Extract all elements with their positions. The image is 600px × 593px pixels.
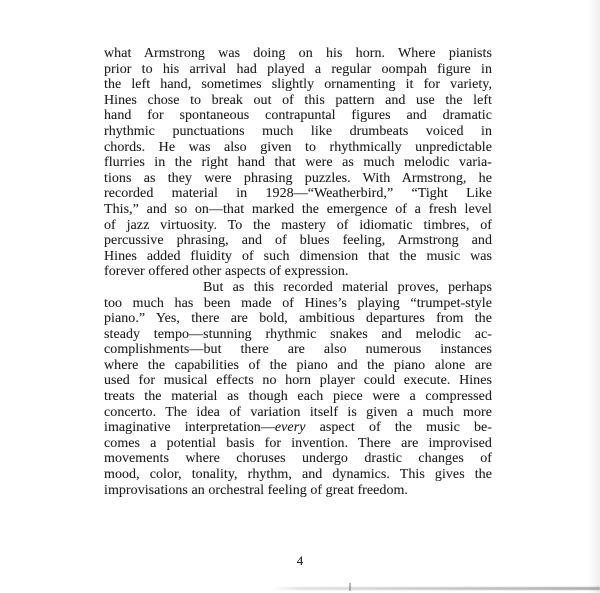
text-line: concerto. The idea of variation itself is given a much more — [104, 404, 492, 420]
text-line — [104, 420, 492, 436]
text-line: But as this recorded material proves, perhaps — [203, 279, 492, 295]
text-line: percussive phrasing, and of blues feeling, Armstrong and — [104, 233, 492, 249]
text-line: flurries in the right hand that were as much melodic varia- — [104, 155, 492, 171]
italic-text-segment: every — [274, 420, 306, 436]
text-line: mood, color, tonality, rhythm, and dynamics. This gives the — [104, 467, 492, 483]
page-number: 4 — [296, 553, 304, 568]
text-line: complishments—but there are also numerous instances — [104, 342, 492, 358]
text-line: Hines added fluidity of such dimension that the music was — [104, 248, 492, 264]
scan-bottom-edge-artifact — [272, 587, 600, 590]
text-line: steady tempo—stunning rhythmic snakes and melodic ac- — [104, 326, 492, 342]
text-line: tions as they were phrasing puzzles. With Armstrong, he — [104, 170, 492, 186]
scan-artifact-tick — [349, 583, 351, 591]
text-line: too much has been made of Hines’s playing “trumpet-style — [104, 295, 492, 311]
text-line: what Armstrong was doing on his horn. Where pianists — [104, 46, 492, 61]
text-segment: imaginative interpretation— — [104, 420, 275, 436]
text-line: improvisations an orchestral feeling of great freedom. — [104, 482, 408, 498]
text-line: of jazz virtuosity. To the mastery of idiomatic timbres, of — [104, 217, 492, 233]
text-line: movements where choruses undergo drastic changes of — [104, 451, 492, 467]
text-line: prior to his arrival had played a regular oompah figure in — [104, 61, 492, 77]
text-line: treats the material as though each piece were a compressed — [104, 389, 492, 405]
text-line: This,” and so on—that marked the emergence of a fresh level — [104, 201, 492, 217]
text-segment: aspect of the music be- — [305, 420, 492, 436]
text-line: forever offered other aspects of expression. — [104, 264, 349, 280]
text-line: recorded material in 1928—“Weatherbird,” “Tight Like — [104, 186, 492, 202]
text-line: where the capabilities of the piano and the piano alone are — [104, 357, 492, 373]
text-line: the left hand, sometimes slightly ornamenting it for variety, — [104, 77, 492, 93]
text-line: hand for spontaneous contrapuntal figures and dramatic — [104, 108, 492, 124]
scan-right-edge-shadow — [588, 0, 600, 593]
text-line: piano.” Yes, there are bold, ambitious departures from the — [104, 311, 492, 327]
text-line: used for musical effects no horn player could execute. Hines — [104, 373, 492, 389]
body-text — [104, 46, 492, 498]
text-line: Hines chose to break out of this pattern and use the left — [104, 92, 492, 108]
text-line: rhythmic punctuations much like drumbeats voiced in — [104, 123, 492, 139]
text-line: comes a potential basis for invention. There are improvised — [104, 435, 492, 451]
text-line: chords. He was also given to rhythmically unpredictable — [104, 139, 492, 155]
